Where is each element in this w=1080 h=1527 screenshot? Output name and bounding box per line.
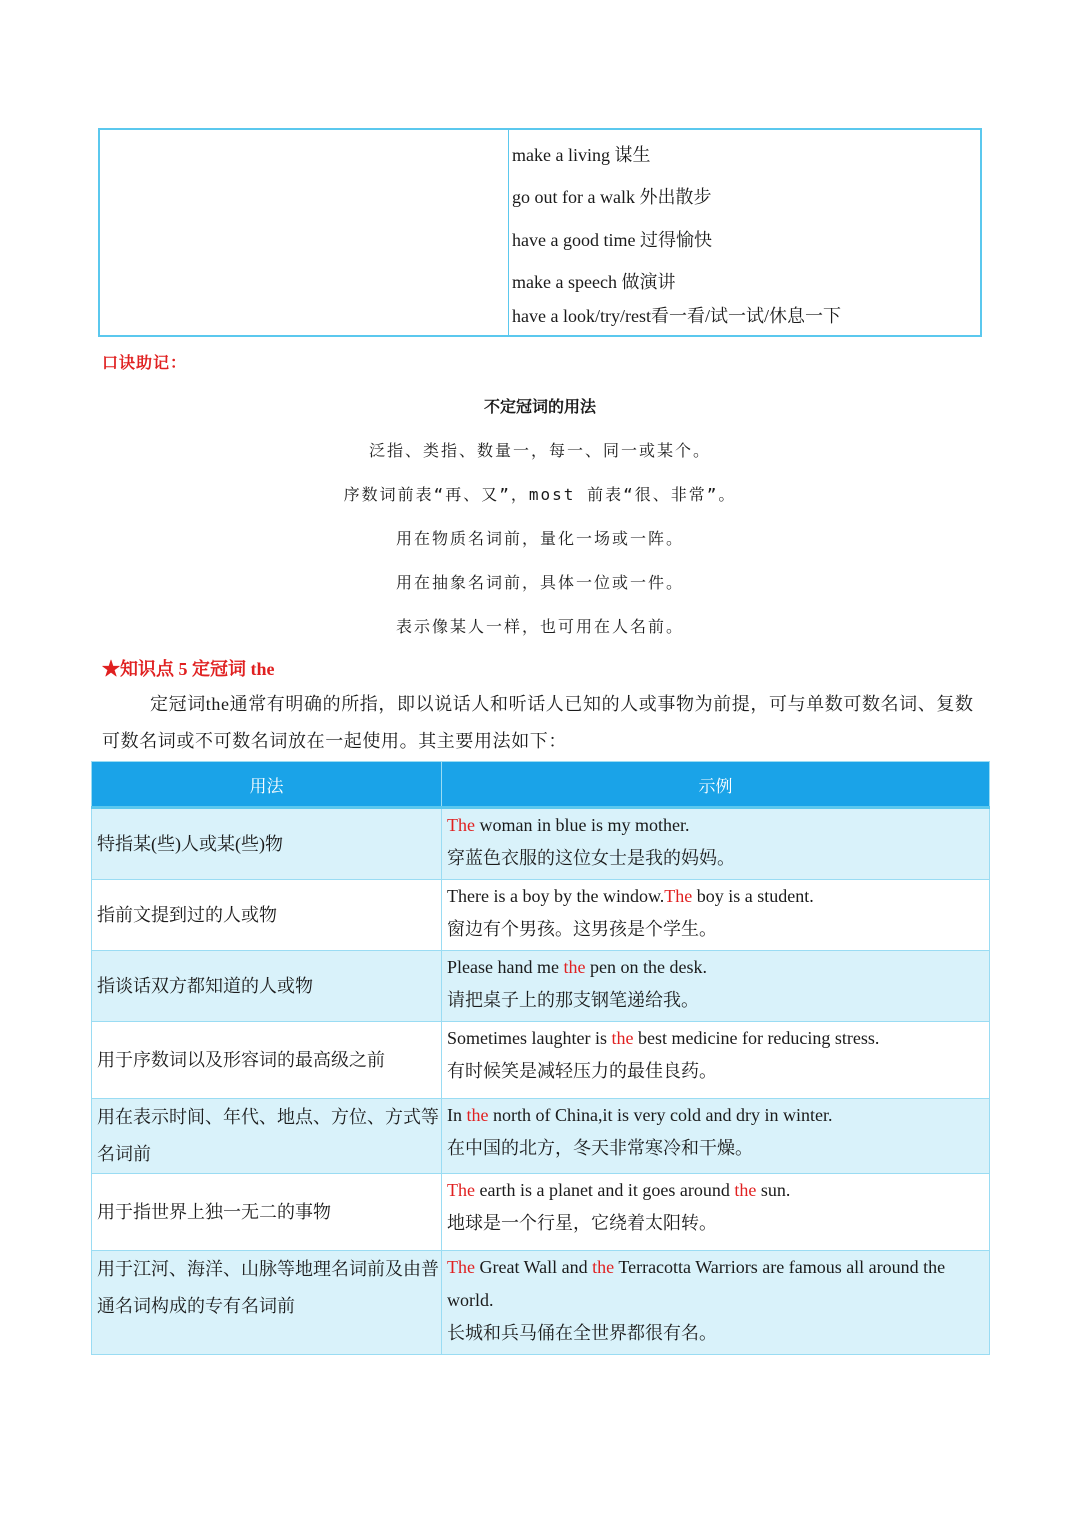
example-cell: [442, 1022, 990, 1099]
example-english: [447, 1022, 985, 1055]
sentence-text: best medicine for reducing stress.: [633, 1028, 880, 1048]
poem-line: 泛指、类指、数量一，每一、同一或某个。: [368, 441, 711, 460]
sentence-text: Sometimes laughter is: [447, 1028, 612, 1048]
example-english: [447, 951, 985, 984]
sentence-text: earth is a planet and it goes around: [474, 1180, 735, 1200]
highlighted-article: The: [447, 1257, 475, 1277]
table-row: [92, 880, 990, 951]
highlighted-article: the: [563, 957, 586, 977]
example-chinese: 在中国的北方，冬天非常寒冷和干燥。: [447, 1138, 753, 1158]
table-row: [92, 808, 990, 880]
usage-cell: 指前文提到过的人或物: [92, 880, 442, 951]
example-cell: [442, 1099, 990, 1174]
definite-article-usage-table: [91, 761, 990, 1355]
usage-cell: 用在表示时间、年代、地点、方位、方式等名词前: [92, 1099, 442, 1174]
sentence-text: Please hand me: [447, 957, 564, 977]
knowledge-point-intro: 定冠词the通常有明确的所指，即以说话人和听话人已知的人或事物为前提，可与单数可数名词、复数可数名词或不可数名词放在一起使用。其主要用法如下：: [102, 694, 974, 751]
example-header: 示例: [442, 762, 990, 808]
highlighted-article: the: [734, 1180, 757, 1200]
sentence-text: In: [447, 1105, 467, 1125]
highlighted-article: the: [611, 1028, 634, 1048]
highlighted-article: the: [592, 1257, 615, 1277]
mnemonic-heading: 口诀助记：: [102, 353, 188, 372]
example-chinese: 地球是一个行星，它绕着太阳转。: [447, 1213, 717, 1233]
example-english: [447, 1251, 985, 1317]
example-cell: [442, 880, 990, 951]
example-english: [447, 1174, 985, 1207]
phrase-item: make a living 谋生: [512, 145, 651, 165]
example-chinese: 窗边有个男孩。这男孩是个学生。: [447, 919, 717, 939]
knowledge-point-title: ★知识点 5 定冠词 the: [102, 659, 275, 679]
usage-cell: 用于指世界上独一无二的事物: [92, 1174, 442, 1251]
phrase-list: [509, 130, 980, 335]
sentence-text: pen on the desk.: [585, 957, 707, 977]
phrase-item: have a good time 过得愉快: [512, 230, 712, 250]
table-row: [92, 1022, 990, 1099]
example-cell: [442, 1251, 990, 1355]
phrase-item: have a look/try/rest看一看/试一试/休息一下: [512, 306, 841, 326]
usage-cell: 特指某(些)人或某(些)物: [92, 808, 442, 880]
usage-cell: 用于序数词以及形容词的最高级之前: [92, 1022, 442, 1099]
phrase-item: go out for a walk 外出散步: [512, 187, 712, 207]
highlighted-article: The: [447, 815, 475, 835]
sentence-text: boy is a student.: [692, 886, 814, 906]
sentence-text: north of China,it is very cold and dry in winter.: [488, 1105, 833, 1125]
example-chinese: 有时候笑是减轻压力的最佳良药。: [447, 1061, 717, 1081]
poem-line: 序数词前表“再、又”，most 前表“很、非常”。: [343, 485, 737, 504]
example-cell: [442, 951, 990, 1022]
table-row: [92, 1099, 990, 1174]
sentence-text: Great Wall and: [474, 1257, 593, 1277]
example-chinese: 长城和兵马俑在全世界都很有名。: [447, 1323, 717, 1343]
sentence-text: woman in blue is my mother.: [474, 815, 690, 835]
sentence-text: Terracotta Warriors are famous all around the world.: [447, 1257, 946, 1310]
highlighted-article: the: [466, 1105, 489, 1125]
poem-line: 表示像某人一样，也可用在人名前。: [395, 617, 684, 636]
phrase-table-empty-cell: [100, 130, 509, 335]
sentence-text: sun.: [756, 1180, 791, 1200]
usage-cell: 指谈话双方都知道的人或物: [92, 951, 442, 1022]
usage-header: 用法: [92, 762, 442, 808]
poem-line: 用在物质名词前，量化一场或一阵。: [395, 529, 684, 548]
table-row: [92, 1251, 990, 1355]
table-row: [92, 1174, 990, 1251]
example-chinese: 请把桌子上的那支钢笔递给我。: [447, 990, 699, 1010]
usage-cell: 用于江河、海洋、山脉等地理名词前及由普通名词构成的专有名词前: [92, 1251, 442, 1355]
highlighted-article: The: [447, 1180, 475, 1200]
example-english: [447, 1099, 985, 1132]
sentence-text: There is a boy by the window.: [447, 886, 665, 906]
highlighted-article: The: [664, 886, 693, 906]
poem-title: 不定冠词的用法: [483, 397, 596, 416]
example-chinese: 穿蓝色衣服的这位女士是我的妈妈。: [447, 848, 735, 868]
poem-line: 用在抽象名词前，具体一位或一件。: [395, 573, 684, 592]
phrase-table: [98, 128, 982, 337]
example-cell: [442, 808, 990, 880]
table-header-row: [92, 762, 990, 808]
table-row: [92, 951, 990, 1022]
example-english: [447, 809, 985, 842]
example-cell: [442, 1174, 990, 1251]
example-english: [447, 880, 985, 913]
phrase-item: make a speech 做演讲: [512, 272, 676, 292]
